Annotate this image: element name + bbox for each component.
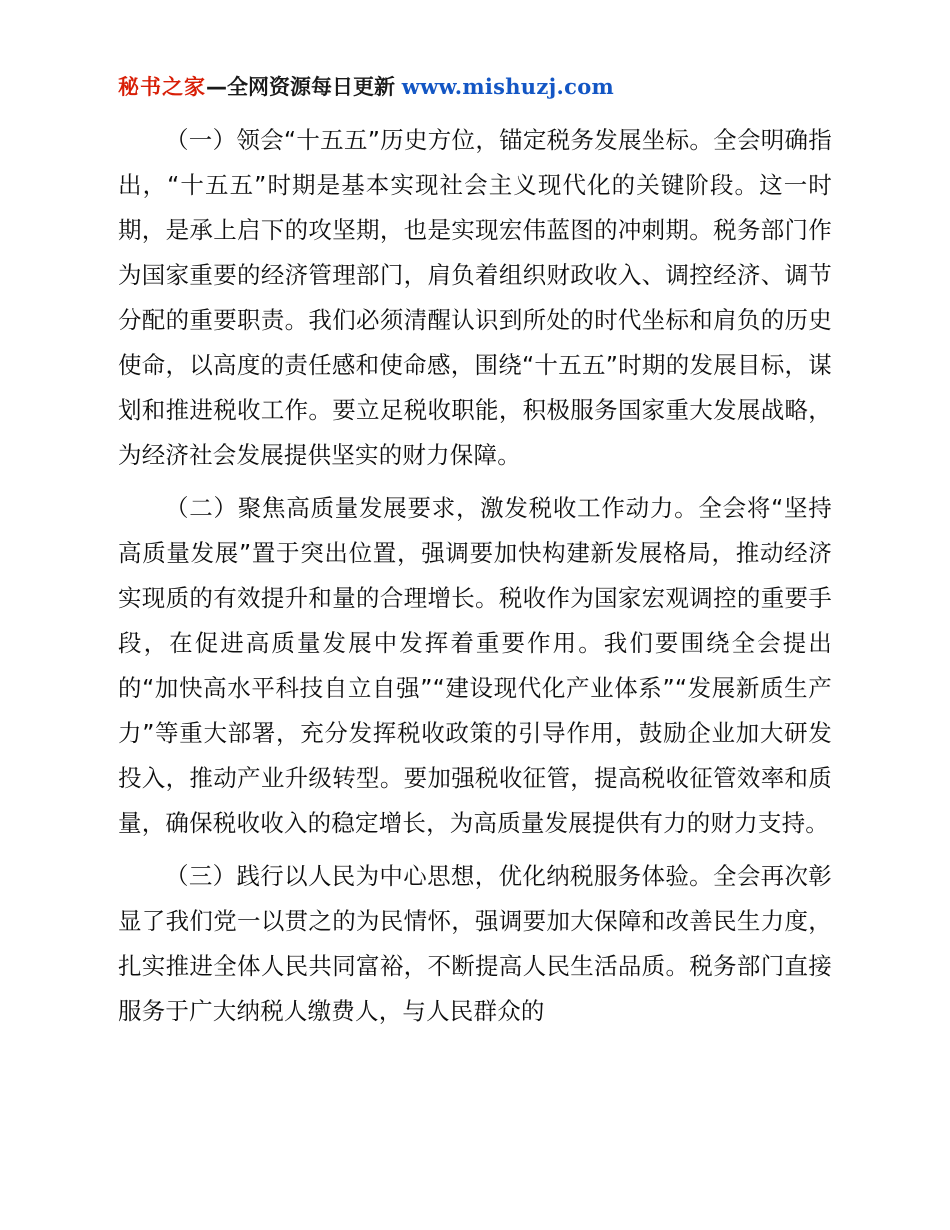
site-watermark xyxy=(118,72,832,102)
paragraph-3: （三）践行以人民为中心思想，优化纳税服务体验。全会再次彰显了我们党一以贯之的为民情怀，强调要加大保障和改善民生力度，扎实推进全体人民共同富裕，不断提高人民生活品质。税务部门直接服务于广大纳税人缴费人，与人民群众的 xyxy=(118,862,832,1025)
watermark-separator: — xyxy=(206,75,227,99)
paragraph-1: （一）领会“十五五”历史方位，锚定税务发展坐标。全会明确指出，“十五五”时期是基本实现社会主义现代化的关键阶段。这一时期，是承上启下的攻坚期，也是实现宏伟蓝图的冲刺期。税务部门作为国家重要的经济管理部门，肩负着组织财政收入、调控经济、调节分配的重要职责。我们必须清醒认识到所处的时代坐标和肩负的历史使命，以高度的责任感和使命感，围绕“十五五”时期的发展目标，谋划和推进税收工作。要立足税收职能，积极服务国家重大发展战略，为经济社会发展提供坚实的财力保障。 xyxy=(118,126,832,469)
watermark-brand: 秘书之家 xyxy=(118,75,206,99)
watermark-tagline: 全网资源每日更新 xyxy=(227,75,395,99)
watermark-url[interactable]: www.mishuzj.com xyxy=(401,74,615,99)
paragraph-2: （二）聚焦高质量发展要求，激发税收工作动力。全会将“坚持高质量发展”置于突出位置，强调要加快构建新发展格局，推动经济实现质的有效提升和量的合理增长。税收作为国家宏观调控的重要手段，在促进高质量发展中发挥着重要作用。我们要围绕全会提出的“加快高水平科技自立自强”“建设现代化产业体系”“发展新质生产力”等重大部署，充分发挥税收政策的引导作用，鼓励企业加大研发投入，推动产业升级转型。要加强税收征管，提高税收征管效率和质量，确保税收收入的稳定增长，为高质量发展提供有力的财力支持。 xyxy=(118,494,832,837)
